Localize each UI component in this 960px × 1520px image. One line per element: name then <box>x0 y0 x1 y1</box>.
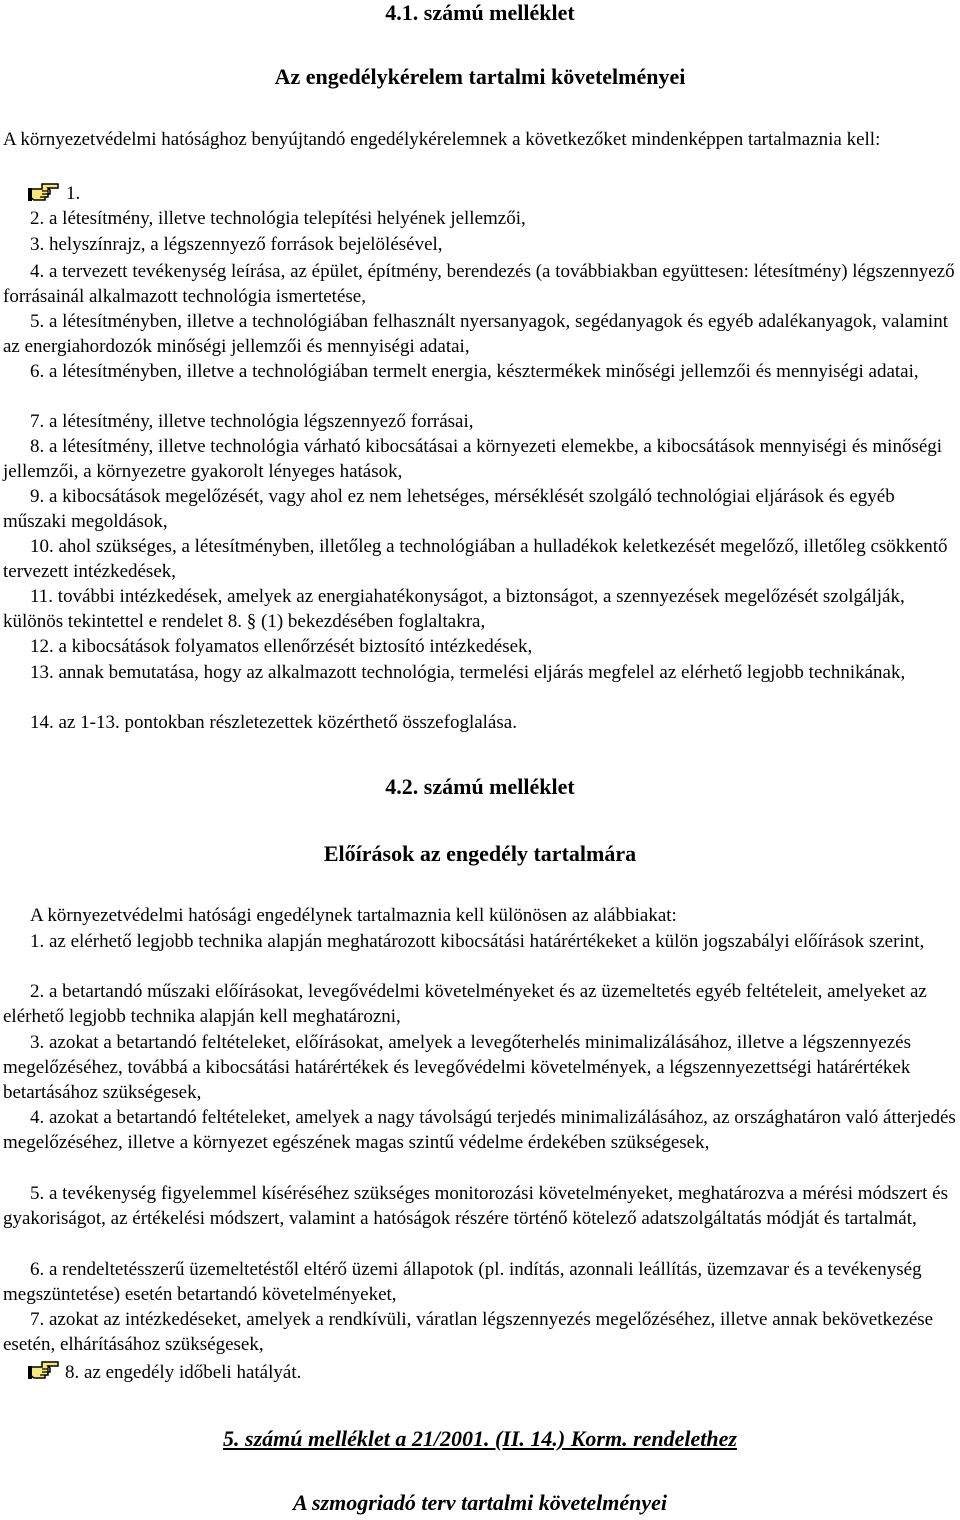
list-item-2: 2. a létesítmény, illetve technológia telepítési helyének jellemzői, <box>30 208 526 229</box>
permit-item-6: 6. a rendeltetésszerű üzemeltetéstől eltérő üzemi állapotok (pl. indítás, azonnali leállítás, üzemzavar és a tevékenység megszüntetése) esetén betartandó követelményeket, <box>3 1259 922 1305</box>
annex-title-4-1: 4.1. számú melléklet <box>385 0 575 25</box>
list-item-7: 7. a létesítmény, illetve technológia légszennyező forrásai, <box>30 411 474 432</box>
permit-item-2: 2. a betartandó műszaki előírásokat, levegővédelmi követelményeket és az üzemeltetés egyéb feltételeit, amelyeket az elérhető legjobb technika alapján kell meghatározni, <box>3 981 927 1027</box>
list-item-3: 3. helyszínrajz, a légszennyező források bejelölésével, <box>30 234 443 255</box>
permit-item-4: 4. azokat a betartandó feltételeket, amelyek a nagy távolságú terjedés minimalizálásához, az országhatáron való átterjedés megelőzéséhez, illetve a környezet egészének magas szintű védelme érdekében szükségesek, <box>3 1107 956 1153</box>
list-item-6: 6. a létesítményben, illetve a technológiában termelt energia, késztermékek minőségi jellemzői és mennyiségi adatai, <box>30 361 919 382</box>
list-item-10: 10. ahol szükséges, a létesítményben, illetőleg a technológiában a hulladékok keletkezését megelőző, illetőleg csökkentő tervezett intézkedések, <box>3 536 948 582</box>
heading-permit-application: Az engedélykérelem tartalmi követelményei <box>274 64 686 89</box>
annex-title-4-2: 4.2. számú melléklet <box>385 774 575 799</box>
permit-item-5: 5. a tevékenység figyelemmel kíséréséhez szükséges monitorozási követelményeket, meghatározva a mérési módszert és gyakoriságot, az értékelési módszert, valamint a hatóságok részére történő kötelező adatszolgáltatás módját és tartalmát, <box>3 1183 948 1229</box>
heading-permit-content: Előírások az engedély tartalmára <box>323 841 637 866</box>
intro-paragraph-2: A környezetvédelmi hatósági engedélynek tartalmaznia kell különösen az alábbiakat: <box>30 905 677 926</box>
list-item-12: 12. a kibocsátások folyamatos ellenőrzését biztosító intézkedések, <box>30 636 533 657</box>
pointing-hand-icon <box>28 180 62 204</box>
list-item-4: 4. a tervezett tevékenység leírása, az épület, építmény, berendezés (a továbbiakban együttesen: létesítmény) légszennyező forrásainál alkalmazott technológia ismertetése, <box>3 261 955 307</box>
list-item-11: 11. további intézkedések, amelyek az energiahatékonyságot, a biztonságot, a szennyezések megelőzését szolgálják, különös tekintettel e rendelet 8. § (1) bekezdésében foglaltakra, <box>3 586 905 632</box>
permit-item-1: 1. az elérhető legjobb technika alapján meghatározott kibocsátási határértékeket a külön jogszabályi előírások szerint, <box>30 931 925 952</box>
list-item-14: 14. az 1-13. pontokban részletezettek közérthető összefoglalása. <box>30 712 517 733</box>
heading-smog-alert-plan: A szmogriadó terv tartalmi követelményei <box>293 1490 667 1515</box>
pointing-hand-icon <box>28 1358 62 1382</box>
list-item-5: 5. a létesítményben, illetve a technológiában felhasznált nyersanyagok, segédanyagok és egyéb adalékanyagok, valamint az energiahordozók minőségi jellemzői és mennyiségi adatai, <box>3 311 948 357</box>
list-item-13: 13. annak bemutatása, hogy az alkalmazott technológia, termelési eljárás megfelel az elérhető legjobb technikának, <box>30 662 906 683</box>
permit-item-7: 7. azokat az intézkedéseket, amelyek a rendkívüli, váratlan légszennyezés megelőzéséhez, illetve annak bekövetkezése esetén, elhárításához szükségesek, <box>3 1309 934 1355</box>
list-item-8: 8. a létesítmény, illetve technológia várható kibocsátásai a környezeti elemekbe, a kibocsátások mennyiségi és minőségi jellemzői, a környezetre gyakorolt lényeges hatások, <box>3 436 943 482</box>
list-item-1: 1. <box>66 183 81 204</box>
annex-title-5: 5. számú melléklet a 21/2001. (II. 14.) Korm. rendelethez <box>223 1426 737 1451</box>
list-item-9: 9. a kibocsátások megelőzését, vagy ahol ez nem lehetséges, mérséklését szolgáló technológiai eljárások és egyéb műszaki megoldások, <box>3 486 895 532</box>
permit-item-8: 8. az engedély időbeli hatályát. <box>65 1362 302 1383</box>
permit-item-3: 3. azokat a betartandó feltételeket, előírásokat, amelyek a levegőterhelés minimalizálásához, illetve a légszennyezés megelőzéséhez, továbbá a kibocsátási határértékek és levegővédelmi követelmények, a légszennyezettségi határértékek betartásához szükségesek, <box>3 1032 911 1103</box>
intro-paragraph-1: A környezetvédelmi hatósághoz benyújtandó engedélykérelemnek a következőket mindenképpen tartalmaznia kell: <box>3 129 881 150</box>
